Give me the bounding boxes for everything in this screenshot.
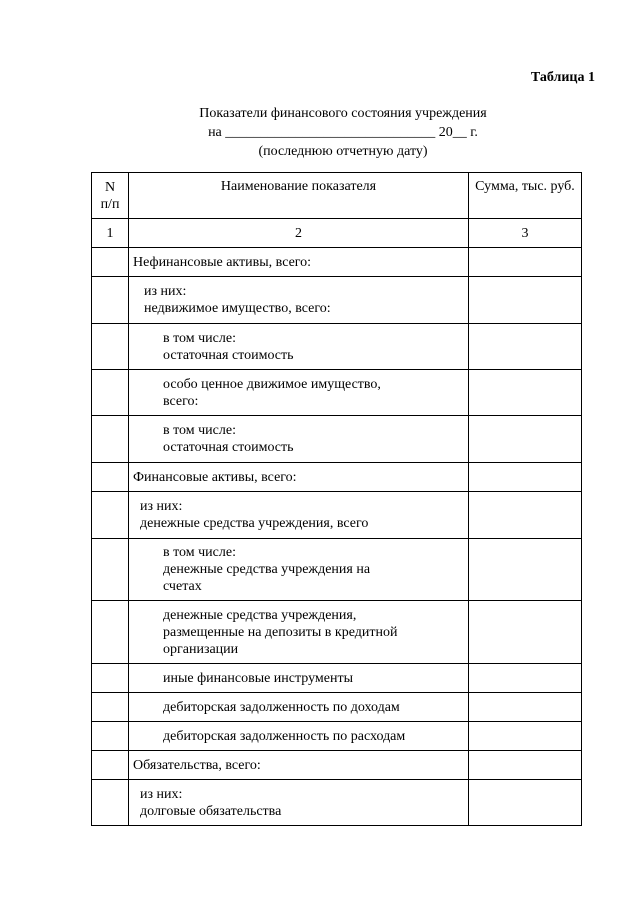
indicator-name-line: Обязательства, всего: bbox=[133, 757, 261, 773]
amount-cell bbox=[469, 539, 582, 601]
row-number-cell bbox=[92, 722, 129, 751]
financial-indicators-table bbox=[91, 172, 582, 826]
indicator-name-line: Нефинансовые активы, всего: bbox=[133, 254, 312, 270]
indicator-name-line: из них: bbox=[140, 786, 183, 802]
header-name-cell: Наименование показателя bbox=[129, 173, 469, 219]
indicator-name-cell bbox=[129, 751, 469, 780]
indicator-name-line: в том числе: bbox=[163, 330, 236, 346]
amount-cell bbox=[469, 664, 582, 693]
header-number-line: п/п bbox=[100, 196, 120, 212]
indicator-name-line: денежные средства учреждения, bbox=[163, 607, 357, 623]
indicator-name-line: остаточная стоимость bbox=[163, 440, 294, 455]
indicator-name-line: особо ценное движимое имущество, bbox=[163, 376, 381, 392]
row-number-cell bbox=[92, 492, 129, 539]
indicator-name-cell bbox=[129, 722, 469, 751]
indicator-name-cell bbox=[129, 277, 469, 324]
document-title bbox=[0, 104, 640, 161]
indicator-name-line: денежные средства учреждения на bbox=[163, 562, 371, 577]
header-sum-cell: Сумма, тыс. руб. bbox=[469, 173, 582, 219]
table-row bbox=[92, 492, 582, 539]
indicator-name-line: Финансовые активы, всего: bbox=[133, 469, 297, 485]
indicator-name-line: в том числе: bbox=[163, 423, 236, 438]
title-line-1: Показатели финансового состояния учреждения bbox=[199, 106, 487, 121]
table-row bbox=[92, 539, 582, 601]
indicator-name-line: недвижимое имущество, всего: bbox=[144, 301, 331, 316]
table-row bbox=[92, 324, 582, 370]
row-number-cell bbox=[92, 693, 129, 722]
indicator-name-line: в том числе: bbox=[163, 545, 236, 560]
row-number-cell bbox=[92, 277, 129, 324]
column-number-2: 2 bbox=[129, 219, 469, 248]
row-number-cell bbox=[92, 664, 129, 693]
amount-cell bbox=[469, 722, 582, 751]
indicator-name-cell bbox=[129, 693, 469, 722]
amount-cell bbox=[469, 693, 582, 722]
indicator-name-line: организации bbox=[163, 641, 239, 657]
indicator-name-line: счетах bbox=[163, 579, 202, 594]
table-row bbox=[92, 751, 582, 780]
row-number-cell bbox=[92, 370, 129, 416]
indicator-name-line: иные финансовые инструменты bbox=[163, 670, 354, 686]
row-number-cell bbox=[92, 463, 129, 492]
amount-cell bbox=[469, 324, 582, 370]
indicator-name-cell bbox=[129, 463, 469, 492]
table-row bbox=[92, 416, 582, 463]
indicator-name-line: дебиторская задолженность по расходам bbox=[163, 728, 406, 744]
table-row bbox=[92, 693, 582, 722]
row-number-cell bbox=[92, 539, 129, 601]
indicator-name-line: всего: bbox=[163, 393, 199, 409]
header-number-line: N bbox=[104, 179, 116, 195]
amount-cell bbox=[469, 751, 582, 780]
indicator-name-line: из них: bbox=[144, 284, 187, 299]
amount-cell bbox=[469, 277, 582, 324]
indicator-name-line: из них: bbox=[140, 499, 183, 514]
row-number-cell bbox=[92, 324, 129, 370]
indicator-name-cell bbox=[129, 324, 469, 370]
table-caption: Таблица 1 bbox=[530, 70, 595, 85]
indicator-name-line: размещенные на депозиты в кредитной bbox=[163, 624, 398, 640]
table-row bbox=[92, 722, 582, 751]
row-number-cell bbox=[92, 248, 129, 277]
title-line-2: на ______________________________ 20__ г. bbox=[208, 125, 478, 140]
title-line-3: (последнюю отчетную дату) bbox=[258, 144, 428, 159]
indicator-name-line: дебиторская задолженность по доходам bbox=[163, 699, 400, 715]
table-row bbox=[92, 248, 582, 277]
amount-cell bbox=[469, 492, 582, 539]
indicator-name-line: остаточная стоимость bbox=[163, 347, 294, 363]
indicator-name-cell bbox=[129, 601, 469, 664]
table-row bbox=[92, 601, 582, 664]
indicator-name-cell bbox=[129, 370, 469, 416]
row-number-cell bbox=[92, 780, 129, 826]
column-number-1: 1 bbox=[92, 219, 129, 248]
row-number-cell bbox=[92, 416, 129, 463]
indicator-name-cell bbox=[129, 416, 469, 463]
table-header-row bbox=[92, 173, 582, 219]
table-row bbox=[92, 664, 582, 693]
indicator-name-line: долговые обязательства bbox=[140, 803, 282, 819]
amount-cell bbox=[469, 370, 582, 416]
indicator-name-cell bbox=[129, 780, 469, 826]
indicator-name-cell bbox=[129, 539, 469, 601]
indicator-name-cell bbox=[129, 248, 469, 277]
table-row bbox=[92, 370, 582, 416]
column-number-row bbox=[92, 219, 582, 248]
amount-cell bbox=[469, 248, 582, 277]
header-number-cell bbox=[92, 173, 129, 219]
table-row bbox=[92, 780, 582, 826]
indicator-name-cell bbox=[129, 664, 469, 693]
indicator-name-line: денежные средства учреждения, всего bbox=[140, 516, 369, 531]
column-number-3: 3 bbox=[469, 219, 582, 248]
amount-cell bbox=[469, 601, 582, 664]
amount-cell bbox=[469, 463, 582, 492]
indicator-name-cell bbox=[129, 492, 469, 539]
amount-cell bbox=[469, 780, 582, 826]
row-number-cell bbox=[92, 601, 129, 664]
table-row bbox=[92, 277, 582, 324]
table-row bbox=[92, 463, 582, 492]
row-number-cell bbox=[92, 751, 129, 780]
amount-cell bbox=[469, 416, 582, 463]
